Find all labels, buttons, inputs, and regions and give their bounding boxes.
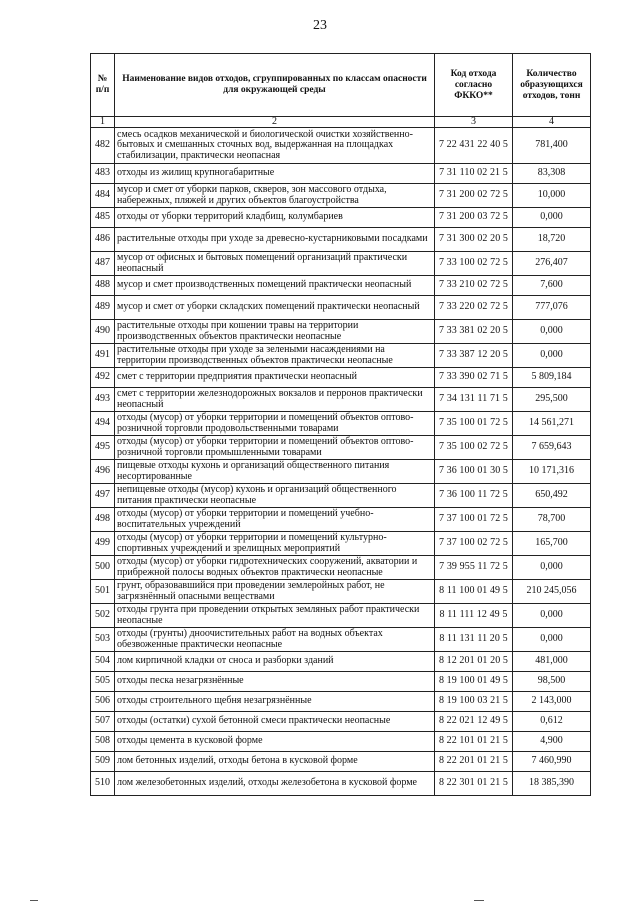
waste-name: непищевые отходы (мусор) кухонь и организаций общественного питания практически неопасные bbox=[115, 484, 435, 508]
waste-name: мусор от офисных и бытовых помещений организаций практически неопасный bbox=[115, 252, 435, 276]
row-number: 492 bbox=[91, 368, 115, 388]
header-num: № п/п bbox=[91, 54, 115, 117]
waste-code: 7 35 100 02 72 5 bbox=[435, 436, 513, 460]
row-number: 502 bbox=[91, 604, 115, 628]
waste-code: 8 22 301 01 21 5 bbox=[435, 772, 513, 796]
table-row bbox=[91, 228, 591, 252]
page-number: 23 bbox=[313, 18, 327, 33]
row-number: 491 bbox=[91, 344, 115, 368]
row-number: 504 bbox=[91, 652, 115, 672]
waste-code: 7 33 100 02 72 5 bbox=[435, 252, 513, 276]
row-number: 490 bbox=[91, 320, 115, 344]
waste-name: растительные отходы при уходе за зелеными насаждениями на территории производственных объектов практически неопасные bbox=[115, 344, 435, 368]
column-index-row bbox=[91, 117, 591, 128]
row-number: 509 bbox=[91, 752, 115, 772]
table-row bbox=[91, 320, 591, 344]
waste-quantity: 14 561,271 bbox=[513, 412, 591, 436]
row-number: 499 bbox=[91, 532, 115, 556]
waste-quantity: 10 171,316 bbox=[513, 460, 591, 484]
waste-quantity: 0,612 bbox=[513, 712, 591, 732]
row-number: 510 bbox=[91, 772, 115, 796]
waste-quantity: 781,400 bbox=[513, 128, 591, 164]
header-row bbox=[91, 54, 591, 117]
waste-quantity: 98,500 bbox=[513, 672, 591, 692]
waste-name: отходы (грунты) дноочистительных работ на водных объектах обезвоженные практически неопасные bbox=[115, 628, 435, 652]
waste-name: лом бетонных изделий, отходы бетона в кусковой форме bbox=[115, 752, 435, 772]
row-number: 506 bbox=[91, 692, 115, 712]
table-row bbox=[91, 128, 591, 164]
waste-quantity: 18,720 bbox=[513, 228, 591, 252]
row-number: 498 bbox=[91, 508, 115, 532]
waste-code: 8 19 100 01 49 5 bbox=[435, 672, 513, 692]
waste-name: отходы (мусор) от уборки территории и помещений объектов оптово-розничной торговли продовольственными товарами bbox=[115, 412, 435, 436]
waste-quantity: 0,000 bbox=[513, 604, 591, 628]
table-row bbox=[91, 368, 591, 388]
waste-code: 7 37 100 01 72 5 bbox=[435, 508, 513, 532]
column-index: 2 bbox=[115, 117, 435, 128]
waste-code: 7 33 387 12 20 5 bbox=[435, 344, 513, 368]
waste-code: 8 11 111 12 49 5 bbox=[435, 604, 513, 628]
row-number: 489 bbox=[91, 296, 115, 320]
table-row bbox=[91, 556, 591, 580]
waste-quantity: 295,500 bbox=[513, 388, 591, 412]
table-row bbox=[91, 184, 591, 208]
waste-quantity: 0,000 bbox=[513, 320, 591, 344]
waste-quantity: 2 143,000 bbox=[513, 692, 591, 712]
table-row bbox=[91, 672, 591, 692]
row-number: 486 bbox=[91, 228, 115, 252]
waste-name: грунт, образовавшийся при проведении землеройных работ, не загрязнённый опасными веществами bbox=[115, 580, 435, 604]
row-number: 493 bbox=[91, 388, 115, 412]
waste-code: 7 31 200 02 72 5 bbox=[435, 184, 513, 208]
waste-name: отходы из жилищ крупногабаритные bbox=[115, 164, 435, 184]
waste-name: отходы цемента в кусковой форме bbox=[115, 732, 435, 752]
waste-quantity: 650,492 bbox=[513, 484, 591, 508]
waste-name: смесь осадков механической и биологической очистки хозяйственно-бытовых и смешанных сточных вод, выдержанная на площадках стабилизации, практически неопасная bbox=[115, 128, 435, 164]
row-number: 488 bbox=[91, 276, 115, 296]
row-number: 500 bbox=[91, 556, 115, 580]
waste-name: лом кирпичной кладки от сноса и разборки зданий bbox=[115, 652, 435, 672]
row-number: 497 bbox=[91, 484, 115, 508]
waste-code: 7 33 381 02 20 5 bbox=[435, 320, 513, 344]
waste-quantity: 5 809,184 bbox=[513, 368, 591, 388]
waste-name: отходы (мусор) от уборки территории и помещений объектов оптово-розничной торговли промышленными товарами bbox=[115, 436, 435, 460]
row-number: 496 bbox=[91, 460, 115, 484]
waste-code: 8 12 201 01 20 5 bbox=[435, 652, 513, 672]
row-number: 484 bbox=[91, 184, 115, 208]
waste-name: лом железобетонных изделий, отходы железобетона в кусковой форме bbox=[115, 772, 435, 796]
waste-quantity: 7,600 bbox=[513, 276, 591, 296]
table-row bbox=[91, 712, 591, 732]
table-row bbox=[91, 344, 591, 368]
waste-code: 7 31 110 02 21 5 bbox=[435, 164, 513, 184]
waste-code: 8 22 201 01 21 5 bbox=[435, 752, 513, 772]
waste-name: отходы песка незагрязнённые bbox=[115, 672, 435, 692]
waste-name: отходы (мусор) от уборки гидротехнических сооружений, акватории и прибрежной полосы водных объектов практически неопасные bbox=[115, 556, 435, 580]
waste-name: отходы строительного щебня незагрязнённые bbox=[115, 692, 435, 712]
waste-name: смет с территории предприятия практически неопасный bbox=[115, 368, 435, 388]
scan-mark bbox=[474, 900, 484, 901]
waste-code: 8 11 131 11 20 5 bbox=[435, 628, 513, 652]
table-row bbox=[91, 772, 591, 796]
table-row bbox=[91, 164, 591, 184]
waste-quantity: 7 460,990 bbox=[513, 752, 591, 772]
row-number: 495 bbox=[91, 436, 115, 460]
waste-code: 7 33 210 02 72 5 bbox=[435, 276, 513, 296]
row-number: 483 bbox=[91, 164, 115, 184]
table-row bbox=[91, 252, 591, 276]
waste-quantity: 7 659,643 bbox=[513, 436, 591, 460]
waste-quantity: 165,700 bbox=[513, 532, 591, 556]
waste-quantity: 18 385,390 bbox=[513, 772, 591, 796]
waste-quantity: 10,000 bbox=[513, 184, 591, 208]
waste-code: 7 31 300 02 20 5 bbox=[435, 228, 513, 252]
waste-name: отходы (остатки) сухой бетонной смеси практически неопасные bbox=[115, 712, 435, 732]
row-number: 505 bbox=[91, 672, 115, 692]
waste-quantity: 0,000 bbox=[513, 208, 591, 228]
table-row bbox=[91, 752, 591, 772]
waste-code: 7 34 131 11 71 5 bbox=[435, 388, 513, 412]
table-row bbox=[91, 628, 591, 652]
waste-code: 7 36 100 01 30 5 bbox=[435, 460, 513, 484]
header-qty: Количество образующихся отходов, тонн bbox=[513, 54, 591, 117]
table-row bbox=[91, 276, 591, 296]
waste-quantity: 4,900 bbox=[513, 732, 591, 752]
row-number: 501 bbox=[91, 580, 115, 604]
waste-quantity: 0,000 bbox=[513, 628, 591, 652]
waste-code: 7 35 100 01 72 5 bbox=[435, 412, 513, 436]
row-number: 482 bbox=[91, 128, 115, 164]
table-row bbox=[91, 412, 591, 436]
row-number: 503 bbox=[91, 628, 115, 652]
waste-code: 8 22 021 12 49 5 bbox=[435, 712, 513, 732]
table-row bbox=[91, 604, 591, 628]
waste-quantity: 0,000 bbox=[513, 344, 591, 368]
waste-code: 8 11 100 01 49 5 bbox=[435, 580, 513, 604]
header-name: Наименование видов отходов, сгруппированных по классам опасности для окружающей среды bbox=[115, 54, 435, 117]
waste-code: 7 37 100 02 72 5 bbox=[435, 532, 513, 556]
table-body bbox=[91, 128, 591, 796]
waste-name: растительные отходы при кошении травы на территории производственных объектов практически неопасные bbox=[115, 320, 435, 344]
waste-quantity: 777,076 bbox=[513, 296, 591, 320]
waste-name: смет с территории железнодорожных вокзалов и перронов практически неопасный bbox=[115, 388, 435, 412]
table-row bbox=[91, 208, 591, 228]
table-row bbox=[91, 732, 591, 752]
waste-quantity: 83,308 bbox=[513, 164, 591, 184]
table-row bbox=[91, 436, 591, 460]
scan-mark bbox=[30, 900, 38, 901]
header-code: Код отхода согласно ФККО** bbox=[435, 54, 513, 117]
waste-code: 7 39 955 11 72 5 bbox=[435, 556, 513, 580]
waste-table bbox=[90, 53, 591, 796]
table-row bbox=[91, 460, 591, 484]
waste-code: 7 33 390 02 71 5 bbox=[435, 368, 513, 388]
table-row bbox=[91, 484, 591, 508]
row-number: 508 bbox=[91, 732, 115, 752]
row-number: 487 bbox=[91, 252, 115, 276]
waste-quantity: 481,000 bbox=[513, 652, 591, 672]
waste-code: 8 22 101 01 21 5 bbox=[435, 732, 513, 752]
table-row bbox=[91, 652, 591, 672]
waste-name: мусор и смет от уборки складских помещений практически неопасный bbox=[115, 296, 435, 320]
waste-name: растительные отходы при уходе за древесно-кустарниковыми посадками bbox=[115, 228, 435, 252]
column-index: 4 bbox=[513, 117, 591, 128]
row-number: 507 bbox=[91, 712, 115, 732]
table-row bbox=[91, 532, 591, 556]
table-row bbox=[91, 580, 591, 604]
waste-quantity: 210 245,056 bbox=[513, 580, 591, 604]
waste-name: отходы (мусор) от уборки территории и помещений учебно-воспитательных учреждений bbox=[115, 508, 435, 532]
waste-quantity: 0,000 bbox=[513, 556, 591, 580]
waste-code: 7 31 200 03 72 5 bbox=[435, 208, 513, 228]
row-number: 494 bbox=[91, 412, 115, 436]
waste-code: 7 36 100 11 72 5 bbox=[435, 484, 513, 508]
waste-name: мусор и смет производственных помещений практически неопасный bbox=[115, 276, 435, 296]
waste-name: отходы (мусор) от уборки территории и помещений культурно-спортивных учреждений и зрелищных мероприятий bbox=[115, 532, 435, 556]
waste-quantity: 276,407 bbox=[513, 252, 591, 276]
waste-code: 8 19 100 03 21 5 bbox=[435, 692, 513, 712]
table-row bbox=[91, 296, 591, 320]
column-index: 3 bbox=[435, 117, 513, 128]
waste-name: мусор и смет от уборки парков, скверов, зон массового отдыха, набережных, пляжей и других объектов благоустройства bbox=[115, 184, 435, 208]
row-number: 485 bbox=[91, 208, 115, 228]
column-index: 1 bbox=[91, 117, 115, 128]
table-row bbox=[91, 692, 591, 712]
waste-name: отходы грунта при проведении открытых земляных работ практически неопасные bbox=[115, 604, 435, 628]
waste-code: 7 33 220 02 72 5 bbox=[435, 296, 513, 320]
waste-name: отходы от уборки территорий кладбищ, колумбариев bbox=[115, 208, 435, 228]
waste-code: 7 22 431 22 40 5 bbox=[435, 128, 513, 164]
waste-quantity: 78,700 bbox=[513, 508, 591, 532]
waste-name: пищевые отходы кухонь и организаций общественного питания несортированные bbox=[115, 460, 435, 484]
table-row bbox=[91, 508, 591, 532]
table-row bbox=[91, 388, 591, 412]
